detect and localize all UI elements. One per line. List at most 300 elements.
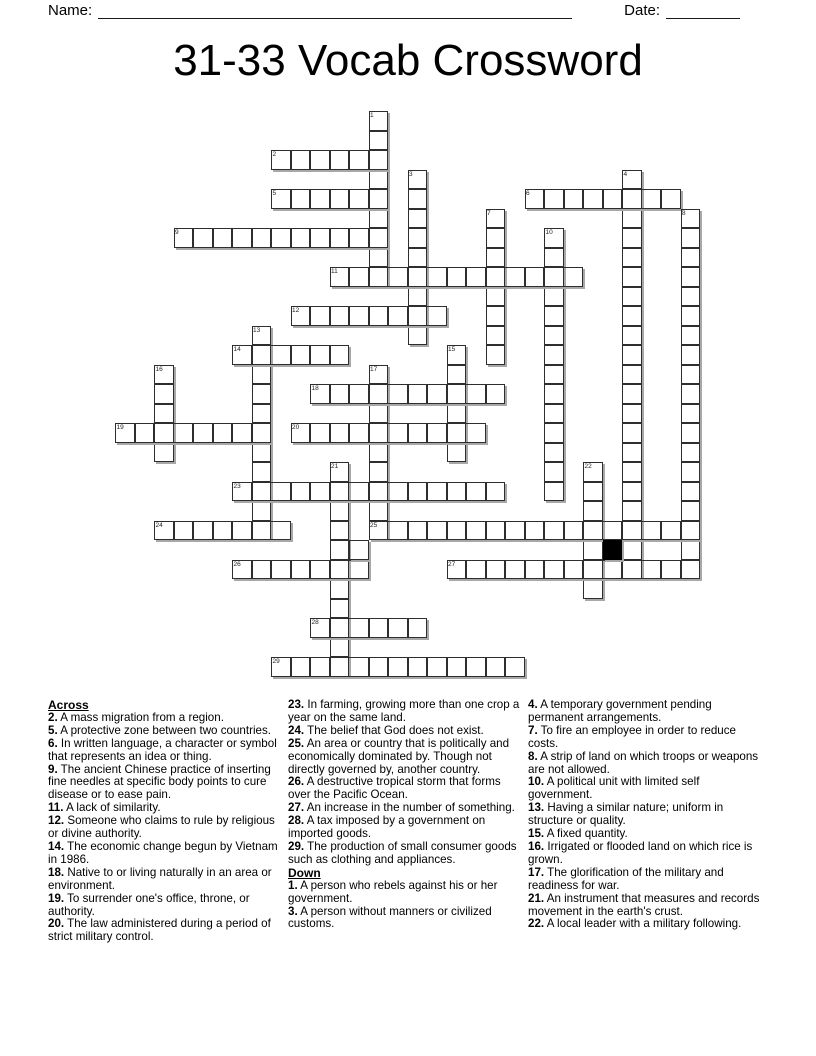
clue-item-number: 5. <box>48 723 58 737</box>
clue-item-number: 20. <box>48 917 65 931</box>
grid-cell[interactable] <box>408 657 428 677</box>
grid-cell[interactable] <box>271 657 291 677</box>
grid-cell[interactable] <box>408 248 428 268</box>
grid-cell[interactable] <box>349 189 369 209</box>
grid-cell[interactable] <box>330 521 350 541</box>
grid-cell[interactable] <box>681 521 701 541</box>
grid-cell[interactable] <box>310 189 330 209</box>
grid-cell[interactable] <box>291 150 311 170</box>
grid-cell[interactable] <box>622 404 642 424</box>
grid-cell[interactable] <box>447 657 467 677</box>
grid-cell[interactable] <box>661 560 681 580</box>
grid-cell[interactable] <box>349 423 369 443</box>
grid-cell[interactable] <box>232 560 252 580</box>
grid-cell[interactable] <box>174 521 194 541</box>
grid-cell[interactable] <box>408 482 428 502</box>
grid-cell[interactable] <box>564 521 584 541</box>
grid-cell[interactable] <box>369 365 389 385</box>
grid-cell[interactable] <box>369 618 389 638</box>
grid-cell[interactable] <box>291 423 311 443</box>
grid-cell[interactable] <box>252 404 272 424</box>
grid-cell[interactable] <box>154 521 174 541</box>
grid-cell[interactable] <box>349 384 369 404</box>
grid-cell[interactable] <box>466 384 486 404</box>
clue-number-label: 5 <box>272 190 277 197</box>
grid-cell[interactable] <box>447 423 467 443</box>
grid-cell[interactable] <box>330 540 350 560</box>
grid-cell[interactable] <box>466 560 486 580</box>
grid-cell[interactable] <box>447 443 467 463</box>
grid-cell[interactable] <box>427 423 447 443</box>
grid-cell[interactable] <box>349 228 369 248</box>
grid-cell[interactable] <box>408 267 428 287</box>
grid-cell[interactable] <box>330 657 350 677</box>
grid-cell[interactable] <box>135 423 155 443</box>
grid-cell[interactable] <box>232 345 252 365</box>
grid-cell[interactable] <box>330 579 350 599</box>
name-label: Name: <box>48 2 93 19</box>
grid-cell[interactable] <box>291 228 311 248</box>
grid-cell[interactable] <box>447 345 467 365</box>
grid-cell[interactable] <box>349 540 369 560</box>
clue-item: 14. The economic change begun by Vietnam in 1986. <box>48 839 278 866</box>
grid-cell[interactable] <box>271 150 291 170</box>
grid-cell[interactable] <box>603 521 623 541</box>
grid-cell[interactable] <box>154 384 174 404</box>
clue-item: 10. A political unit with limited self government. <box>528 775 700 802</box>
clue-item-number: 8. <box>528 749 538 763</box>
grid-cell[interactable] <box>310 306 330 326</box>
clue-number-label: 14 <box>233 346 241 353</box>
grid-cell[interactable] <box>232 521 252 541</box>
clue-item-number: 26. <box>288 775 305 789</box>
grid-cell[interactable] <box>369 170 389 190</box>
grid-cell[interactable] <box>681 501 701 521</box>
grid-cell[interactable] <box>544 462 564 482</box>
grid-cell[interactable] <box>603 560 623 580</box>
grid-cell[interactable] <box>466 521 486 541</box>
grid-cell[interactable] <box>642 521 662 541</box>
grid-cell[interactable] <box>310 618 330 638</box>
grid-cell[interactable] <box>232 228 252 248</box>
grid-cell[interactable] <box>369 423 389 443</box>
grid-cell[interactable] <box>486 267 506 287</box>
grid-cell[interactable] <box>369 657 389 677</box>
grid-cell[interactable] <box>681 404 701 424</box>
clue-item-number: 1. <box>288 878 298 892</box>
grid-cell[interactable] <box>232 423 252 443</box>
grid-cell[interactable] <box>681 384 701 404</box>
grid-cell[interactable] <box>583 462 603 482</box>
grid-cell[interactable] <box>369 248 389 268</box>
grid-cell[interactable] <box>213 521 233 541</box>
grid-cell[interactable] <box>271 345 291 365</box>
grid-cell[interactable] <box>369 482 389 502</box>
grid-cell[interactable] <box>622 482 642 502</box>
grid-cell[interactable] <box>252 423 272 443</box>
grid-cell[interactable] <box>544 384 564 404</box>
grid-cell[interactable] <box>213 228 233 248</box>
grid-cell[interactable] <box>544 345 564 365</box>
grid-cell[interactable] <box>486 306 506 326</box>
grid-cell[interactable] <box>310 228 330 248</box>
clue-item-number: 18. <box>48 865 65 879</box>
grid-cell[interactable] <box>544 267 564 287</box>
clue-number-label: 13 <box>253 326 261 334</box>
grid-cell[interactable] <box>369 384 389 404</box>
grid-cell[interactable] <box>505 267 525 287</box>
grid-cell[interactable] <box>369 111 389 131</box>
clue-number-label: 25 <box>370 521 378 529</box>
grid-cell[interactable] <box>466 482 486 502</box>
clue-item: 6. In written language, a character or symbol that represents an idea or thing. <box>48 736 277 763</box>
clue-item: 5. A protective zone between two countries. <box>48 723 271 737</box>
grid-cell[interactable] <box>310 384 330 404</box>
grid-cell[interactable] <box>622 521 642 541</box>
grid-cell[interactable] <box>252 521 272 541</box>
grid-cell[interactable] <box>622 462 642 482</box>
grid-cell[interactable] <box>681 365 701 385</box>
grid-cell[interactable] <box>681 560 701 580</box>
grid-cell[interactable] <box>622 423 642 443</box>
grid-cell[interactable] <box>369 501 389 521</box>
grid-cell[interactable] <box>369 267 389 287</box>
grid-cell[interactable] <box>193 423 213 443</box>
grid-cell[interactable] <box>388 384 408 404</box>
grid-cell[interactable] <box>330 423 350 443</box>
grid-cell[interactable] <box>291 657 311 677</box>
grid-cell[interactable] <box>544 365 564 385</box>
grid-cell[interactable] <box>154 443 174 463</box>
grid-cell[interactable] <box>252 482 272 502</box>
grid-cell[interactable] <box>642 560 662 580</box>
grid-cell[interactable] <box>466 423 486 443</box>
clue-section-header: Across <box>48 698 89 712</box>
grid-cell[interactable] <box>252 443 272 463</box>
grid-cell[interactable] <box>369 228 389 248</box>
black-cell <box>603 540 623 560</box>
grid-cell[interactable] <box>213 423 233 443</box>
grid-cell[interactable] <box>408 170 428 190</box>
grid-cell[interactable] <box>564 267 584 287</box>
grid-cell[interactable] <box>486 482 506 502</box>
grid-cell[interactable] <box>622 267 642 287</box>
grid-cell[interactable] <box>583 560 603 580</box>
grid-cell[interactable] <box>310 560 330 580</box>
grid-cell[interactable] <box>310 482 330 502</box>
grid-cell[interactable] <box>681 326 701 346</box>
grid-cell[interactable] <box>330 306 350 326</box>
grid-cell[interactable] <box>408 384 428 404</box>
grid-cell[interactable] <box>681 443 701 463</box>
grid-cell[interactable] <box>544 189 564 209</box>
grid-cell[interactable] <box>115 423 135 443</box>
grid-cell[interactable] <box>408 189 428 209</box>
grid-cell[interactable] <box>408 326 428 346</box>
grid-cell[interactable] <box>681 345 701 365</box>
grid-cell[interactable] <box>661 521 681 541</box>
grid-cell[interactable] <box>486 521 506 541</box>
grid-cell[interactable] <box>369 189 389 209</box>
grid-cell[interactable] <box>369 131 389 151</box>
grid-cell[interactable] <box>681 209 701 229</box>
clue-item-number: 10. <box>528 775 545 789</box>
grid-cell[interactable] <box>544 560 564 580</box>
grid-cell[interactable] <box>252 365 272 385</box>
grid-cell[interactable] <box>427 521 447 541</box>
grid-cell[interactable] <box>349 267 369 287</box>
grid-cell[interactable] <box>330 482 350 502</box>
grid-cell[interactable] <box>330 501 350 521</box>
grid-cell[interactable] <box>466 267 486 287</box>
grid-cell[interactable] <box>330 189 350 209</box>
grid-cell[interactable] <box>486 345 506 365</box>
grid-cell[interactable] <box>408 521 428 541</box>
grid-cell[interactable] <box>544 423 564 443</box>
grid-cell[interactable] <box>252 384 272 404</box>
grid-cell[interactable] <box>622 501 642 521</box>
grid-cell[interactable] <box>291 345 311 365</box>
grid-cell[interactable] <box>349 150 369 170</box>
grid-cell[interactable] <box>349 306 369 326</box>
grid-cell[interactable] <box>291 560 311 580</box>
clue-item-number: 21. <box>528 891 545 905</box>
grid-cell[interactable] <box>291 189 311 209</box>
grid-cell[interactable] <box>447 482 467 502</box>
grid-cell[interactable] <box>252 560 272 580</box>
grid-cell[interactable] <box>544 287 564 307</box>
grid-cell[interactable] <box>505 657 525 677</box>
grid-cell[interactable] <box>427 267 447 287</box>
grid-cell[interactable] <box>271 560 291 580</box>
grid-cell[interactable] <box>408 209 428 229</box>
grid-cell[interactable] <box>583 482 603 502</box>
grid-cell[interactable] <box>447 384 467 404</box>
grid-cell[interactable] <box>252 462 272 482</box>
grid-cell[interactable] <box>154 365 174 385</box>
grid-cell[interactable] <box>681 540 701 560</box>
grid-cell[interactable] <box>310 150 330 170</box>
grid-cell[interactable] <box>544 443 564 463</box>
grid-cell[interactable] <box>408 306 428 326</box>
grid-cell[interactable] <box>154 404 174 424</box>
clue-item-number: 28. <box>288 814 305 828</box>
grid-cell[interactable] <box>583 189 603 209</box>
grid-cell[interactable] <box>349 618 369 638</box>
grid-cell[interactable] <box>408 618 428 638</box>
grid-cell[interactable] <box>681 248 701 268</box>
grid-cell[interactable] <box>369 209 389 229</box>
grid-cell[interactable] <box>544 228 564 248</box>
grid-cell[interactable] <box>291 306 311 326</box>
grid-cell[interactable] <box>622 540 642 560</box>
grid-cell[interactable] <box>330 150 350 170</box>
clue-number-label: 16 <box>155 365 163 373</box>
clue-item: 25. An area or country that is politically and economically dominated by. Though not directly governed by, another country. <box>288 736 510 776</box>
grid-cell[interactable] <box>427 384 447 404</box>
grid-cell[interactable] <box>174 228 194 248</box>
grid-cell[interactable] <box>544 248 564 268</box>
grid-cell[interactable] <box>486 326 506 346</box>
grid-cell[interactable] <box>622 345 642 365</box>
grid-cell[interactable] <box>486 657 506 677</box>
grid-cell[interactable] <box>447 521 467 541</box>
grid-cell[interactable] <box>622 189 642 209</box>
grid-cell[interactable] <box>583 540 603 560</box>
grid-cell[interactable] <box>330 560 350 580</box>
clue-column-left <box>48 699 286 944</box>
clue-number-label: 2 <box>272 151 277 158</box>
grid-cell[interactable] <box>466 657 486 677</box>
grid-cell[interactable] <box>622 170 642 190</box>
grid-cell[interactable] <box>330 462 350 482</box>
clue-item-number: 9. <box>48 762 58 776</box>
grid-cell[interactable] <box>154 423 174 443</box>
grid-cell[interactable] <box>193 228 213 248</box>
grid-cell[interactable] <box>388 267 408 287</box>
grid-cell[interactable] <box>388 306 408 326</box>
grid-cell[interactable] <box>388 423 408 443</box>
grid-cell[interactable] <box>622 560 642 580</box>
grid-cell[interactable] <box>369 150 389 170</box>
grid-cell[interactable] <box>310 657 330 677</box>
grid-cell[interactable] <box>544 482 564 502</box>
grid-cell[interactable] <box>622 306 642 326</box>
clue-item-number: 23. <box>288 698 305 711</box>
clue-number-label: 4 <box>623 170 628 178</box>
grid-cell[interactable] <box>681 306 701 326</box>
grid-cell[interactable] <box>525 267 545 287</box>
grid-cell[interactable] <box>408 423 428 443</box>
grid-cell[interactable] <box>388 482 408 502</box>
grid-cell[interactable] <box>525 189 545 209</box>
grid-cell[interactable] <box>544 404 564 424</box>
grid-cell[interactable] <box>661 189 681 209</box>
clue-item-number: 19. <box>48 891 65 905</box>
grid-cell[interactable] <box>486 248 506 268</box>
grid-cell[interactable] <box>505 560 525 580</box>
grid-cell[interactable] <box>408 228 428 248</box>
grid-cell[interactable] <box>447 365 467 385</box>
clue-item: 12. Someone who claims to rule by religious or divine authority. <box>48 814 275 841</box>
grid-cell[interactable] <box>622 209 642 229</box>
grid-cell[interactable] <box>622 384 642 404</box>
clue-item: 27. An increase in the number of something. <box>288 801 515 815</box>
clue-number-label: 23 <box>233 482 241 490</box>
grid-cell[interactable] <box>388 618 408 638</box>
grid-cell[interactable] <box>174 423 194 443</box>
grid-cell[interactable] <box>271 189 291 209</box>
grid-cell[interactable] <box>291 482 311 502</box>
grid-cell[interactable] <box>447 267 467 287</box>
grid-cell[interactable] <box>271 482 291 502</box>
grid-cell[interactable] <box>544 326 564 346</box>
grid-cell[interactable] <box>505 521 525 541</box>
grid-cell[interactable] <box>427 306 447 326</box>
grid-cell[interactable] <box>447 560 467 580</box>
clue-item: 11. A lack of similarity. <box>48 801 161 815</box>
grid-cell[interactable] <box>544 306 564 326</box>
grid-cell[interactable] <box>252 326 272 346</box>
grid-cell[interactable] <box>349 657 369 677</box>
grid-cell[interactable] <box>427 482 447 502</box>
grid-cell[interactable] <box>330 384 350 404</box>
grid-cell[interactable] <box>544 521 564 541</box>
grid-cell[interactable] <box>525 560 545 580</box>
grid-cell[interactable] <box>330 599 350 619</box>
grid-cell[interactable] <box>486 560 506 580</box>
grid-cell[interactable] <box>681 228 701 248</box>
grid-cell[interactable] <box>310 423 330 443</box>
grid-cell[interactable] <box>310 345 330 365</box>
grid-cell[interactable] <box>232 482 252 502</box>
grid-cell[interactable] <box>330 345 350 365</box>
grid-cell[interactable] <box>681 287 701 307</box>
grid-cell[interactable] <box>681 423 701 443</box>
grid-cell[interactable] <box>681 462 701 482</box>
grid-cell[interactable] <box>486 287 506 307</box>
grid-cell[interactable] <box>622 326 642 346</box>
grid-cell[interactable] <box>271 228 291 248</box>
grid-cell[interactable] <box>349 560 369 580</box>
grid-cell[interactable] <box>388 657 408 677</box>
grid-cell[interactable] <box>252 228 272 248</box>
grid-cell[interactable] <box>330 228 350 248</box>
grid-cell[interactable] <box>349 482 369 502</box>
grid-cell[interactable] <box>603 189 623 209</box>
grid-cell[interactable] <box>681 267 701 287</box>
grid-cell[interactable] <box>408 287 428 307</box>
grid-cell[interactable] <box>583 501 603 521</box>
grid-cell[interactable] <box>564 560 584 580</box>
grid-cell[interactable] <box>564 189 584 209</box>
grid-cell[interactable] <box>330 638 350 658</box>
clue-item: 1. A person who rebels against his or her government. <box>288 878 498 905</box>
grid-cell[interactable] <box>330 618 350 638</box>
grid-cell[interactable] <box>252 345 272 365</box>
grid-cell[interactable] <box>369 521 389 541</box>
grid-cell[interactable] <box>486 209 506 229</box>
grid-cell[interactable] <box>642 189 662 209</box>
grid-cell[interactable] <box>681 482 701 502</box>
grid-cell[interactable] <box>193 521 213 541</box>
grid-cell[interactable] <box>330 267 350 287</box>
grid-cell[interactable] <box>369 443 389 463</box>
grid-cell[interactable] <box>252 501 272 521</box>
grid-cell[interactable] <box>583 579 603 599</box>
grid-cell[interactable] <box>369 462 389 482</box>
grid-cell[interactable] <box>427 657 447 677</box>
grid-cell[interactable] <box>622 228 642 248</box>
grid-cell[interactable] <box>388 521 408 541</box>
grid-cell[interactable] <box>369 306 389 326</box>
grid-cell[interactable] <box>622 443 642 463</box>
grid-cell[interactable] <box>622 287 642 307</box>
grid-cell[interactable] <box>486 228 506 248</box>
clue-item-number: 14. <box>48 839 65 853</box>
grid-cell[interactable] <box>486 384 506 404</box>
clue-item-number: 4. <box>528 698 538 711</box>
grid-cell[interactable] <box>622 248 642 268</box>
grid-cell[interactable] <box>271 521 291 541</box>
clue-number-label: 20 <box>292 424 300 431</box>
grid-cell[interactable] <box>622 365 642 385</box>
grid-cell[interactable] <box>583 521 603 541</box>
grid-cell[interactable] <box>525 521 545 541</box>
grid-cell[interactable] <box>369 404 389 424</box>
clue-number-label: 28 <box>311 619 319 626</box>
grid-cell[interactable] <box>447 404 467 424</box>
